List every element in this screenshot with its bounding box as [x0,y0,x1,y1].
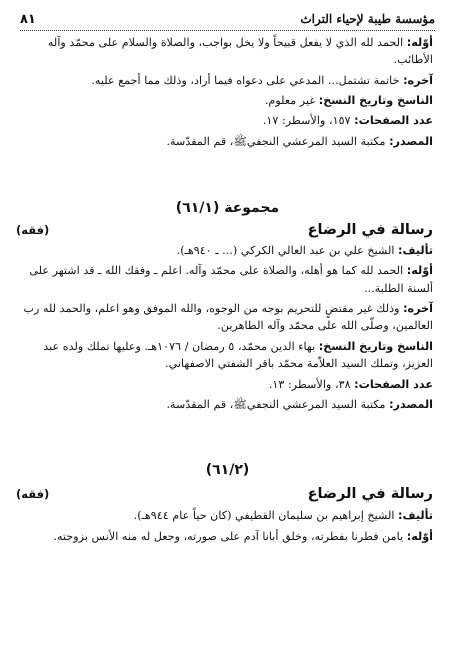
treatise-title: رسالة في الرضاع [307,222,433,238]
first-line-entry: أوّله: الحمد لله كما هو أهله، والصلاة على محمّد وآله. اعلم ـ وفقك الله ـ قد اشتهر على ألسنة الطلبة... [29,264,433,295]
scribe-entry: الناسخ وتاريخ النسخ: بهاء الدين محمّد، ٥ رمضان / ١٠٧٦هـ. وعليها تملك ولده عبد العزيز، وتملك السيد العلاّمة محمّد باقر الشفتي الاصفهاني. [43,339,433,371]
subject-tag: (فقه) [16,223,50,237]
treatise-1-block [16,242,433,413]
subject-tag: (فقه) [16,487,50,501]
pages-entry: عدد الصفحات: ٣٨، والأسطر: ١٣. [268,377,433,391]
pages-entry: عدد الصفحات: ١٥٧، والأسطر: ١٧. [262,114,433,128]
treatise-title-row-2 [16,486,433,502]
last-line-entry: آخره: خاتمة تشتمل... المدعي على دعواه فيما أراد، وذلك مما أجمع عليه. [91,73,433,87]
author-entry: تأليف: الشيخ علي بن عبد العالي الكركي (... ـ ٩٤٠هـ). [176,244,433,257]
group-heading-2: (٦١/٢) [205,462,250,478]
first-line-entry: أوّله: يامن فطرنا بفطرته، وخلق أبانا آدم على صورته، وجعل له منه الأنس بزوجته. [53,530,433,544]
page-number: ٨١ [20,11,36,27]
treatise-2-block [16,507,433,546]
first-line-entry: أوّله: الحمد لله الذي لا يفعل قبيحاً ولا يخل بواجب، والصلاة والسلام على محمّد وآله الأطائب. [47,36,433,67]
treatise-title: رسالة في الرضاع [307,486,433,502]
intro-block [16,34,433,150]
author-entry: تأليف: الشيخ إبراهيم بن سليمان القطيفي (كان حياً عام ٩٤٤هـ). [133,509,433,522]
group-heading-1: مجموعة (٦١/١) [175,200,280,216]
page-header [20,8,435,31]
source-entry: المصدر: مكتبة السيد المرعشي النجفيﷺ، قم المقدّسة. [166,397,433,411]
source-entry: المصدر: مكتبة السيد المرعشي النجفيﷺ، قم المقدّسة. [166,134,433,148]
header-title: مؤسسة طيبة لإحياء التراث [300,12,435,26]
scribe-entry: الناسخ وتاريخ النسخ: غير معلوم. [264,94,433,108]
treatise-title-row-1 [16,222,433,238]
last-line-entry: آخره: وذلك غير مقتضٍ للتحريم بوجه من الوجوه، والله الموفق وهو اعلم، والحمد لله رب العالمين، وصلّى الله على محمّد وآله الطاهرين. [23,302,433,333]
